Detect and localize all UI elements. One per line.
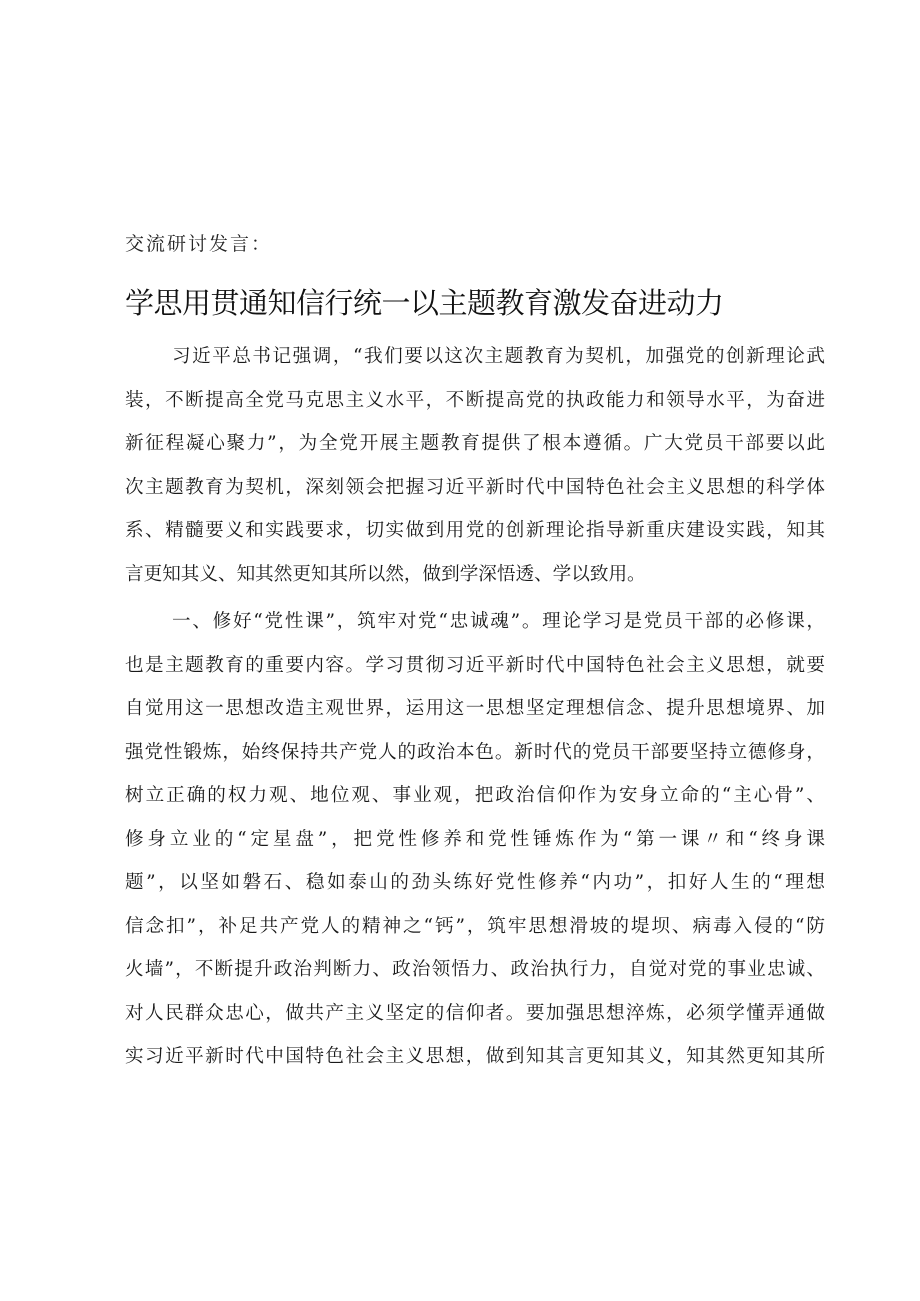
paragraph-line: 系、精髓要义和实践要求，切实做到用党的创新理论指导新重庆建设实践，知其 [125,520,825,541]
paragraph-line: 习近平总书记强调，“我们要以这次主题教育为契机，加强党的创新理论武 [172,346,825,367]
document-label: 交流研讨发言： [125,233,273,255]
paragraph-intro [125,335,825,596]
paragraph-line: 强党性锻炼，始终保持共产党人的政治本色。新时代的党员干部要坚持立德修身， [125,741,825,763]
paragraph-section-1 [125,600,825,1079]
paragraph-line: 火墙”，不断提升政治判断力、政治领悟力、政治执行力，自觉对党的事业忠诚、 [125,959,825,980]
paragraph-line: 对人民群众忠心，做共产主义坚定的信仰者。要加强思想淬炼，必须学懂弄通做 [125,1002,825,1024]
paragraph-line: 实习近平新时代中国特色社会主义思想，做到知其言更知其义，知其然更知其所 [125,1046,825,1067]
paragraph-line: 题”，以坚如磐石、稳如泰山的劲头练好党性修养“内功”，扣好人生的“理想 [125,872,825,893]
paragraph-line: 言更知其义、知其然更知其所以然，做到学深悟透、学以致用。 [125,563,646,585]
document-title: 学思用贯通知信行统一以主题教育激发奋进动力 [125,286,724,320]
paragraph-line: 修身立业的“定星盘”，把党性修养和党性锤炼作为“第一课〃和“终身课 [125,828,825,850]
paragraph-line: 新征程凝心聚力”，为全党开展主题教育提供了根本遵循。广大党员干部要以此 [125,433,825,454]
paragraph-line: 也是主题教育的重要内容。学习贯彻习近平新时代中国特色社会主义思想，就要 [125,654,825,676]
paragraph-line: 信念扣”，补足共产党人的精神之“钙”，筑牢思想滑坡的堤坝、病毒入侵的“防 [125,915,825,937]
paragraph-line: 装，不断提高全党马克思主义水平，不断提高党的执政能力和领导水平，为奋进 [125,389,825,411]
paragraph-line: 次主题教育为契机，深刻领会把握习近平新时代中国特色社会主义思想的科学体 [125,476,825,498]
paragraph-line: 一、修好“党性课”，筑牢对党“忠诚魂”。理论学习是党员干部的必修课， [172,611,825,632]
paragraph-line: 树立正确的权力观、地位观、事业观，把政治信仰作为安身立命的“主心骨”、 [125,785,825,806]
paragraph-line: 自觉用这一思想改造主观世界，运用这一思想坚定理想信念、提升思想境界、加 [125,698,825,719]
